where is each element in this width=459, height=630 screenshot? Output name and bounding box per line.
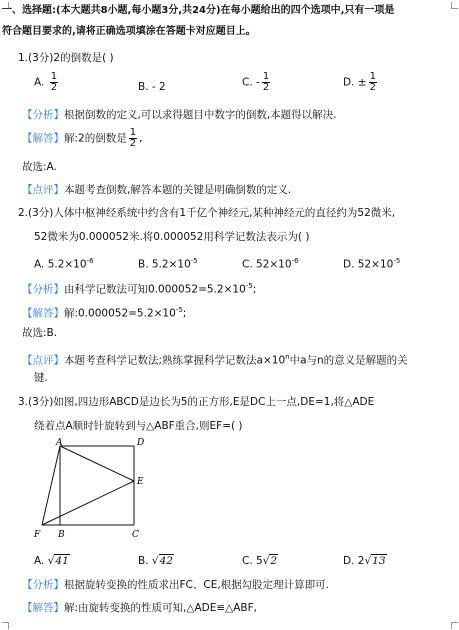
q2-option-b-label: B. — [138, 258, 149, 271]
q1-option-a — [34, 72, 60, 93]
analysis-tag: 【分析】 — [22, 109, 64, 121]
q3-option-d-radicand: 13 — [372, 555, 386, 567]
q1-option-c-fraction — [262, 72, 270, 93]
q2-option-c — [242, 254, 299, 272]
q3-stem-line-1: 3.(3分)如图,四边形ABCD是边长为5的正方形,E是DC上一点,DE=1,将△ADE — [18, 396, 375, 408]
edge-AF — [42, 446, 60, 525]
q2-option-d-exponent: -5 — [393, 257, 401, 265]
q1-option-d — [343, 72, 379, 93]
point-F-label: F — [34, 530, 41, 540]
point-C-label: C — [132, 530, 139, 540]
point-E-label: E — [137, 477, 144, 487]
q3-geometry-figure — [30, 438, 160, 543]
q2-stem-line-1: 2.(3分)人体中枢神经系统中约含有1千亿个神经元,某种神经元的直径约为52微米, — [18, 207, 396, 219]
q3-stem-line-2: 绕着点A顺时针旋转到与△ABF重合,则EF=( ) — [34, 420, 243, 432]
q3-option-c-radicand: 2 — [270, 555, 278, 567]
point-A-label: A — [56, 438, 63, 448]
q2-analysis-exponent: -5 — [245, 282, 253, 290]
q1-option-c-sign: - — [256, 76, 260, 89]
q1-answer-punct: , — [139, 132, 143, 145]
q2-answer-text: 解:0.000052=5.2×10 — [64, 307, 176, 320]
q3-option-a-radicand: 41 — [55, 555, 69, 567]
q3-answer-text: 解:由旋转变换的性质可知,△ADE≌△ABF, — [64, 602, 257, 614]
q2-comment-line-2: 键. — [34, 372, 48, 384]
q2-choice: 故选:B. — [22, 327, 58, 339]
fraction-denominator: 2 — [129, 138, 137, 149]
q3-analysis-text: 根据旋转变换的性质求出FC、CE,根据勾股定理计算即可. — [64, 579, 330, 591]
q3-option-d-label: D. — [343, 555, 355, 567]
sqrt-icon: √ — [151, 555, 159, 567]
q1-analysis-text: 根据倒数的定义,可以求得题目中数字的倒数,本题得以解决. — [64, 109, 337, 121]
q1-option-b — [138, 80, 166, 94]
section-heading-line-1: 一、选择题:(本大题共8小题,每小题3分,共24分)在每小题给出的四个选项中,只有一项是 — [2, 5, 395, 16]
q2-option-c-label: C. — [242, 258, 253, 271]
q1-option-b-label: B. — [138, 81, 149, 93]
q2-comment-text: 本题考查科学记数法;熟练掌握科学记数法a×10 — [64, 354, 286, 367]
q1-option-a-fraction — [50, 72, 58, 93]
sqrt-icon: √ — [364, 555, 372, 567]
q1-comment — [22, 183, 291, 197]
fraction-numerator: 1 — [50, 71, 58, 82]
fraction-numerator: 1 — [369, 71, 376, 82]
q3-option-a-label: A. — [34, 555, 45, 567]
q2-option-d-label: D. — [343, 258, 355, 271]
fraction-denominator: 2 — [369, 82, 376, 93]
q2-option-a-label: A. — [34, 258, 45, 271]
section-heading-line-2: 符合题目要求的,请将正确选项填涂在答题卡对应题目上。 — [2, 26, 256, 37]
analysis-tag: 【分析】 — [22, 579, 64, 591]
q1-option-c — [242, 72, 272, 93]
answer-tag: 【解答】 — [22, 132, 64, 145]
q1-answer-text: 解:2的倒数是 — [64, 132, 127, 145]
q2-option-a-base: 5.2×10 — [47, 258, 87, 271]
q2-option-d-base: 52×10 — [357, 258, 394, 271]
q1-option-d-sign: ± — [357, 76, 367, 89]
analysis-tag: 【分析】 — [22, 283, 64, 296]
q2-option-b — [138, 254, 198, 272]
fraction-numerator: 1 — [262, 71, 270, 82]
q2-stem-line-2: 52微米为0.000052米.将0.000052用科学记数法表示为( ) — [34, 231, 310, 243]
q3-option-d — [343, 554, 387, 568]
q2-option-c-exponent: -6 — [291, 257, 299, 265]
q1-option-a-label: A. — [34, 76, 45, 89]
comment-tag: 【点评】 — [22, 184, 64, 196]
corner-mark-top-right — [451, 2, 458, 9]
edge-AE — [60, 446, 134, 481]
fraction-numerator: 1 — [129, 127, 137, 138]
q3-answer — [22, 601, 257, 615]
q2-answer-exponent: -5 — [175, 306, 183, 314]
q2-option-a — [34, 254, 94, 272]
q3-option-b-label: B. — [138, 555, 149, 567]
q1-choice: 故选:A. — [22, 161, 57, 173]
q2-option-b-exponent: -5 — [190, 257, 198, 265]
q3-option-c-label: C. — [242, 555, 253, 567]
q2-option-b-base: 5.2×10 — [151, 258, 191, 271]
q1-answer-fraction — [129, 128, 137, 149]
point-D-label: D — [137, 438, 145, 448]
q3-option-b-radicand: 42 — [159, 555, 173, 567]
corner-mark-bottom-right — [451, 622, 458, 629]
q1-analysis — [22, 108, 337, 122]
q2-comment-text-cont: 中a与n的意义是解题的关 — [289, 354, 408, 367]
q2-option-c-base: 52×10 — [256, 258, 292, 271]
sqrt-icon: √ — [262, 555, 270, 567]
q1-option-d-fraction — [369, 72, 377, 93]
fraction-denominator: 2 — [262, 82, 270, 93]
q3-option-a — [34, 554, 70, 568]
sqrt-icon: √ — [47, 555, 55, 567]
q3-analysis — [22, 578, 329, 592]
q2-analysis-text: 由科学记数法可知0.000052=5.2×10 — [64, 283, 246, 296]
q1-stem: 1.(3分)2的倒数是( ) — [18, 52, 114, 64]
q2-answer — [22, 303, 186, 321]
edge-FE — [42, 481, 134, 525]
q2-comment-exponent: n — [285, 353, 290, 361]
fraction-denominator: 2 — [50, 82, 58, 93]
answer-tag: 【解答】 — [22, 602, 64, 614]
q3-option-c-coefficient: 5 — [256, 555, 263, 567]
q2-option-d — [343, 254, 400, 272]
point-B-label: B — [58, 530, 65, 540]
q3-option-b — [138, 554, 174, 568]
q1-answer — [22, 128, 142, 149]
corner-mark-bottom-left — [2, 622, 9, 629]
q3-option-d-coefficient: 2 — [357, 555, 365, 567]
q1-option-c-label: C. — [242, 76, 253, 89]
q2-comment-line-1 — [22, 350, 408, 368]
q2-analysis — [22, 279, 256, 297]
q2-answer-punct: ; — [182, 307, 187, 320]
q1-option-b-value: - 2 — [151, 81, 166, 93]
q1-comment-text: 本题考查倒数,解答本题的关键是明确倒数的定义. — [64, 184, 292, 196]
q3-option-c — [242, 554, 278, 568]
comment-tag: 【点评】 — [22, 354, 64, 367]
answer-tag: 【解答】 — [22, 307, 64, 320]
q1-option-d-label: D. — [343, 76, 355, 89]
q2-option-a-exponent: -6 — [86, 257, 94, 265]
q2-analysis-punct: ; — [252, 283, 257, 296]
